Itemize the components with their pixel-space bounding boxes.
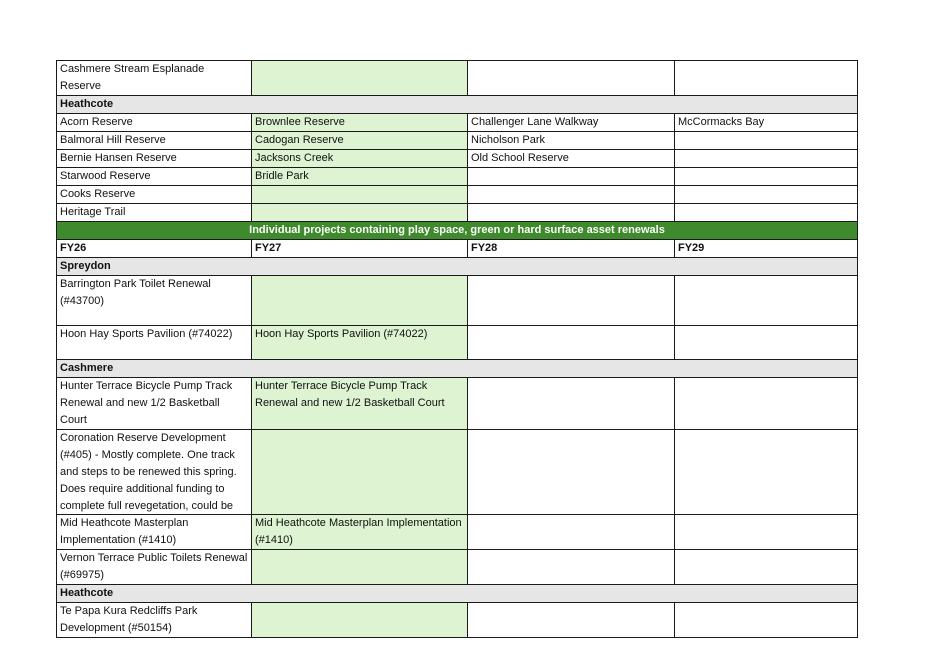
banner-title: Individual projects containing play space, green or hard surface asset renewals (57, 222, 858, 240)
cell (675, 430, 858, 515)
cell: Challenger Lane Walkway (468, 114, 675, 132)
cell: Bernie Hansen Reserve (57, 150, 252, 168)
banner-row (57, 222, 858, 240)
table-row (57, 114, 858, 132)
cell: Te Papa Kura Redcliffs Park Development (#50154) (57, 603, 252, 638)
cell (675, 150, 858, 168)
cell: Hoon Hay Sports Pavilion (#74022) (57, 326, 252, 360)
cell (252, 550, 468, 585)
spreadsheet-table (56, 60, 858, 638)
cell (468, 515, 675, 550)
cell (675, 378, 858, 430)
cell (57, 430, 252, 515)
cell (468, 550, 675, 585)
cell: Barrington Park Toilet Renewal (#43700) (57, 276, 252, 326)
cell (468, 61, 675, 96)
cell (468, 276, 675, 326)
cell (468, 168, 675, 186)
table-row (57, 150, 858, 168)
cell: Hunter Terrace Bicycle Pump Track Renewal and new 1/2 Basketball Court (57, 378, 252, 430)
table-row (57, 550, 858, 585)
cell: Hunter Terrace Bicycle Pump Track Renewal and new 1/2 Basketball Court (252, 378, 468, 430)
cell: Old School Reserve (468, 150, 675, 168)
table-row (57, 168, 858, 186)
table-row (57, 276, 858, 326)
section-label: Heathcote (57, 585, 858, 603)
table-row (57, 378, 858, 430)
cell (252, 603, 468, 638)
cell-text: Coronation Reserve Development (#405) - Mostly complete. One track and steps to be renewed this spring. Does require additional funding to complete full revegetation, could be (60, 432, 237, 512)
cell: Cooks Reserve (57, 186, 252, 204)
cell: Bridle Park (252, 168, 468, 186)
cell (675, 132, 858, 150)
column-header-fy28: FY28 (468, 240, 675, 258)
column-header-fy26: FY26 (57, 240, 252, 258)
cell: Jacksons Creek (252, 150, 468, 168)
cell: Cadogan Reserve (252, 132, 468, 150)
cell (675, 168, 858, 186)
section-label: Cashmere (57, 360, 858, 378)
cell: Mid Heathcote Masterplan Implementation (#1410) (252, 515, 468, 550)
cell (252, 430, 468, 515)
cell (675, 204, 858, 222)
cell (675, 550, 858, 585)
cell (468, 378, 675, 430)
cell: Nicholson Park (468, 132, 675, 150)
section-label: Heathcote (57, 96, 858, 114)
table-row (57, 326, 858, 360)
section-header-row (57, 585, 858, 603)
fy-header-row (57, 240, 858, 258)
cell (675, 603, 858, 638)
cell (252, 276, 468, 326)
table-row (57, 430, 858, 515)
cell: Hoon Hay Sports Pavilion (#74022) (252, 326, 468, 360)
table-row (57, 603, 858, 638)
cell: Starwood Reserve (57, 168, 252, 186)
cell (252, 61, 468, 96)
cell: Mid Heathcote Masterplan Implementation (#1410) (57, 515, 252, 550)
cell (675, 61, 858, 96)
cell: Heritage Trail (57, 204, 252, 222)
column-header-fy27: FY27 (252, 240, 468, 258)
cell: Acorn Reserve (57, 114, 252, 132)
cell (468, 204, 675, 222)
cell (468, 326, 675, 360)
section-header-row (57, 360, 858, 378)
section-header-row (57, 96, 858, 114)
column-header-fy29: FY29 (675, 240, 858, 258)
table-row (57, 186, 858, 204)
cell (252, 204, 468, 222)
cell (675, 326, 858, 360)
cell: Brownlee Reserve (252, 114, 468, 132)
table-row (57, 132, 858, 150)
section-label: Spreydon (57, 258, 858, 276)
table-row (57, 61, 858, 96)
cell: McCormacks Bay (675, 114, 858, 132)
cell: Cashmere Stream Esplanade Reserve (57, 61, 252, 96)
cell: Vernon Terrace Public Toilets Renewal (#69975) (57, 550, 252, 585)
cell (675, 515, 858, 550)
section-header-row (57, 258, 858, 276)
cell: Balmoral Hill Reserve (57, 132, 252, 150)
cell (468, 603, 675, 638)
cell (675, 276, 858, 326)
cell (468, 186, 675, 204)
cell (252, 186, 468, 204)
table-row (57, 515, 858, 550)
cell (468, 430, 675, 515)
table-row (57, 204, 858, 222)
cell (675, 186, 858, 204)
